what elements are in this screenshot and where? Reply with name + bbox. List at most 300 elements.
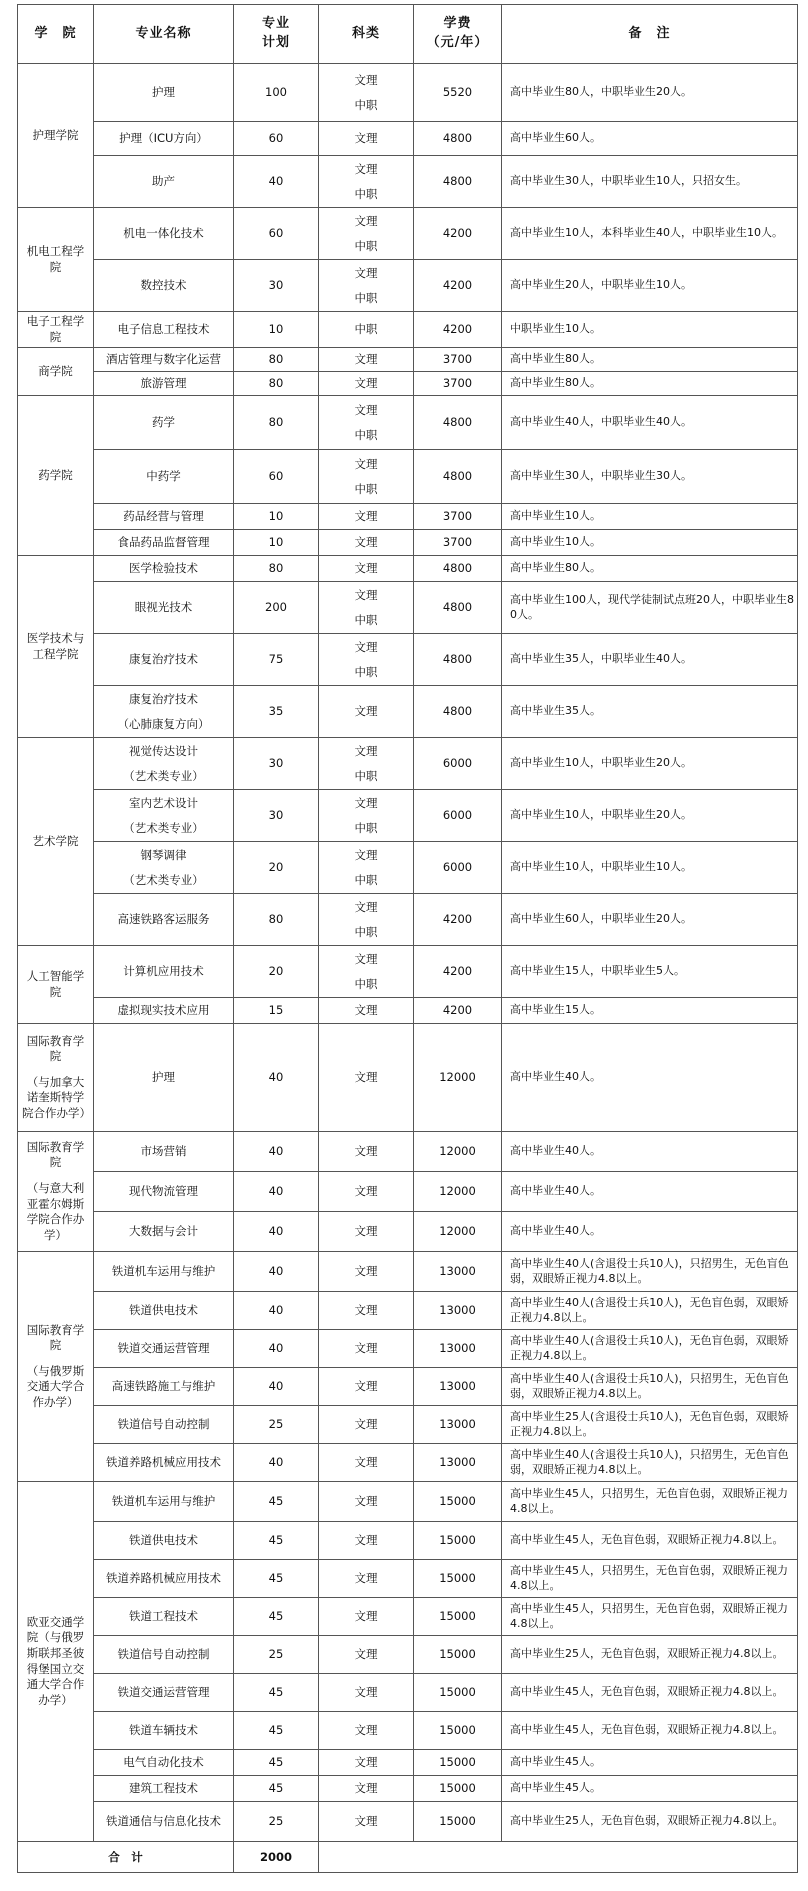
plan-count-cell: 40 [234, 156, 319, 208]
total-row [18, 1842, 798, 1873]
subject-text: 中职 [354, 97, 378, 112]
table-row [18, 1750, 798, 1776]
tuition-fee-cell: 4200 [414, 946, 502, 998]
subject-cell [319, 1252, 414, 1292]
major-name-text: （艺术类专业） [123, 768, 204, 783]
table-row [18, 790, 798, 842]
note-cell: 高中毕业生45人，只招男生，无色盲色弱，双眼矫正视力4.8以上。 [502, 1560, 798, 1598]
major-name-cell [94, 1252, 234, 1292]
subject-text: 文理 [354, 509, 378, 524]
major-name-text: 护理 [152, 1070, 175, 1085]
major-name-text: 医学检验技术 [129, 561, 198, 576]
subject-cell [319, 1292, 414, 1330]
note-cell: 高中毕业生60人，中职毕业生20人。 [502, 894, 798, 946]
table-row [18, 1212, 798, 1252]
subject-text: 文理 [354, 1003, 378, 1018]
plan-count-cell: 30 [234, 790, 319, 842]
subject-text: 文理 [354, 1533, 378, 1548]
plan-count-cell: 20 [234, 842, 319, 894]
major-name-cell [94, 1750, 234, 1776]
plan-count-cell: 10 [234, 530, 319, 556]
subject-cell [319, 1598, 414, 1636]
table-row [18, 372, 798, 396]
college-name-cell [18, 312, 94, 348]
major-name-text: 铁道通信与信息化技术 [106, 1814, 221, 1829]
header-row [18, 5, 798, 64]
note-cell: 高中毕业生35人。 [502, 686, 798, 738]
plan-count-cell: 40 [234, 1212, 319, 1252]
major-name-cell [94, 556, 234, 582]
major-name-text: 机电一体化技术 [123, 226, 204, 241]
major-name-text: 护理（ICU方向） [119, 131, 208, 146]
tuition-fee-cell: 15000 [414, 1560, 502, 1598]
note-cell: 高中毕业生15人。 [502, 998, 798, 1024]
subject-cell [319, 1750, 414, 1776]
college-name-text: （与加拿大诺奎斯特学院合作办学） [22, 1074, 91, 1120]
tuition-fee-cell: 4200 [414, 260, 502, 312]
note-cell: 高中毕业生45人。 [502, 1750, 798, 1776]
subject-cell [319, 686, 414, 738]
subject-text: 文理 [354, 456, 378, 471]
college-name-cell [18, 1252, 94, 1482]
plan-count-cell: 40 [234, 1368, 319, 1406]
college-name-cell [18, 64, 94, 208]
college-name-text: （与俄罗斯交通大学合作办学） [26, 1363, 85, 1409]
major-name-text: 高速铁路施工与维护 [111, 1379, 216, 1394]
major-name-cell [94, 1292, 234, 1330]
major-name-text: 电子信息工程技术 [117, 322, 210, 337]
subject-text: 中职 [354, 290, 378, 305]
subject-text: 文理 [354, 1571, 378, 1586]
header-plan-line: 计划 [261, 35, 290, 50]
subject-cell [319, 894, 414, 946]
major-name-text: 铁道供电技术 [129, 1533, 198, 1548]
subject-cell [319, 1560, 414, 1598]
note-cell: 高中毕业生40人，中职毕业生40人。 [502, 396, 798, 450]
note-cell: 高中毕业生80人。 [502, 348, 798, 372]
table-row [18, 556, 798, 582]
college-name-cell [18, 556, 94, 738]
subject-text: 中职 [354, 768, 378, 783]
subject-cell [319, 946, 414, 998]
subject-text: 中职 [354, 238, 378, 253]
college-name-text: 国际教育学院 [26, 1033, 85, 1064]
major-name-cell [94, 1482, 234, 1522]
note-cell: 高中毕业生60人。 [502, 122, 798, 156]
major-name-cell [94, 1444, 234, 1482]
subject-text: 文理 [354, 1455, 378, 1470]
tuition-fee-cell: 4800 [414, 122, 502, 156]
subject-cell [319, 634, 414, 686]
table-row [18, 530, 798, 556]
plan-count-cell: 75 [234, 634, 319, 686]
table-row [18, 1172, 798, 1212]
header-college: 学 院 [18, 5, 94, 64]
note-cell: 高中毕业生25人，无色盲色弱，双眼矫正视力4.8以上。 [502, 1802, 798, 1842]
subject-text: 文理 [354, 1341, 378, 1356]
note-cell: 高中毕业生40人(含退役士兵10人)，只招男生，无色盲色弱，双眼矫正视力4.8以上。 [502, 1368, 798, 1406]
major-name-cell [94, 450, 234, 504]
subject-cell [319, 1522, 414, 1560]
major-name-cell [94, 156, 234, 208]
subject-text: 文理 [354, 376, 378, 391]
table-row [18, 1024, 798, 1132]
tuition-fee-cell: 6000 [414, 842, 502, 894]
major-name-text: 高速铁路客运服务 [117, 912, 210, 927]
subject-text: 文理 [354, 1224, 378, 1239]
college-name-cell [18, 1132, 94, 1252]
college-name-text: 欧亚交通学院（与俄罗斯联邦圣彼得堡国立交通大学合作办学） [26, 1614, 85, 1707]
table-row [18, 1330, 798, 1368]
major-name-text: 旅游管理 [140, 376, 187, 391]
plan-count-cell: 45 [234, 1750, 319, 1776]
subject-cell [319, 1482, 414, 1522]
college-name-text: 医学技术与工程学院 [26, 630, 85, 661]
note-cell: 高中毕业生10人，中职毕业生20人。 [502, 738, 798, 790]
major-name-text: （艺术类专业） [123, 872, 204, 887]
plan-count-cell: 10 [234, 312, 319, 348]
major-name-text: 钢琴调律 [140, 847, 187, 862]
college-name-text: 机电工程学院 [26, 243, 85, 274]
subject-text: 中职 [354, 664, 378, 679]
subject-text: 文理 [354, 1379, 378, 1394]
college-name-text: 国际教育学院 [26, 1322, 85, 1353]
tuition-fee-cell: 4800 [414, 686, 502, 738]
tuition-fee-cell: 15000 [414, 1636, 502, 1674]
subject-cell [319, 1674, 414, 1712]
college-name-cell [18, 208, 94, 312]
major-name-text: 铁道机车运用与维护 [111, 1494, 216, 1509]
subject-cell [319, 64, 414, 122]
subject-text: 文理 [354, 1303, 378, 1318]
major-name-cell [94, 1560, 234, 1598]
tuition-fee-cell: 12000 [414, 1172, 502, 1212]
tuition-fee-cell: 15000 [414, 1802, 502, 1842]
subject-cell [319, 1444, 414, 1482]
major-name-text: 铁道信号自动控制 [117, 1417, 210, 1432]
major-name-text: 护理 [152, 85, 175, 100]
tuition-fee-cell: 4200 [414, 312, 502, 348]
major-name-cell [94, 64, 234, 122]
subject-text: 文理 [354, 352, 378, 367]
note-cell: 高中毕业生10人，中职毕业生10人。 [502, 842, 798, 894]
enrollment-plan-table [17, 4, 798, 1873]
major-name-text: 康复治疗技术 [129, 691, 198, 706]
subject-text: 文理 [354, 847, 378, 862]
plan-count-cell: 40 [234, 1024, 319, 1132]
tuition-fee-cell: 4200 [414, 208, 502, 260]
tuition-fee-cell: 13000 [414, 1330, 502, 1368]
major-name-cell [94, 894, 234, 946]
table-row [18, 1292, 798, 1330]
plan-count-cell: 45 [234, 1598, 319, 1636]
subject-text: 文理 [354, 743, 378, 758]
subject-text: 文理 [354, 951, 378, 966]
major-name-text: 药品经营与管理 [123, 509, 204, 524]
subject-text: 中职 [354, 820, 378, 835]
tuition-fee-cell: 4200 [414, 894, 502, 946]
table-row [18, 1712, 798, 1750]
tuition-fee-cell: 3700 [414, 530, 502, 556]
subject-cell [319, 312, 414, 348]
table-row [18, 1406, 798, 1444]
header-fee-line: 学费 [443, 16, 472, 32]
subject-cell [319, 504, 414, 530]
subject-cell [319, 1172, 414, 1212]
table-row [18, 504, 798, 530]
note-cell: 高中毕业生40人(含退役士兵10人)，只招男生，无色盲色弱，双眼矫正视力4.8以上。 [502, 1444, 798, 1482]
major-name-text: 现代物流管理 [129, 1184, 198, 1199]
note-cell: 高中毕业生30人，中职毕业生30人。 [502, 450, 798, 504]
major-name-text: 铁道养路机械应用技术 [106, 1455, 221, 1470]
subject-text: 中职 [354, 976, 378, 991]
major-name-text: 中药学 [146, 469, 181, 484]
table-row [18, 1776, 798, 1802]
subject-text: 文理 [354, 72, 378, 87]
tuition-fee-cell: 15000 [414, 1712, 502, 1750]
plan-count-cell: 80 [234, 396, 319, 450]
note-cell: 高中毕业生15人，中职毕业生5人。 [502, 946, 798, 998]
tuition-fee-cell: 15000 [414, 1674, 502, 1712]
subject-text: 中职 [354, 427, 378, 442]
tuition-fee-cell: 4800 [414, 634, 502, 686]
subject-text: 文理 [354, 402, 378, 417]
plan-count-cell: 25 [234, 1406, 319, 1444]
college-name-cell [18, 1024, 94, 1132]
note-cell: 高中毕业生45人，无色盲色弱，双眼矫正视力4.8以上。 [502, 1674, 798, 1712]
header-fee [414, 5, 502, 64]
header-note: 备 注 [502, 5, 798, 64]
subject-text: 文理 [354, 639, 378, 654]
subject-cell [319, 842, 414, 894]
major-name-text: 药学 [152, 415, 175, 430]
plan-count-cell: 60 [234, 450, 319, 504]
subject-cell [319, 1712, 414, 1750]
subject-text: 文理 [354, 265, 378, 280]
major-name-cell [94, 504, 234, 530]
college-name-cell [18, 396, 94, 556]
note-cell: 高中毕业生10人。 [502, 530, 798, 556]
college-name-text: 护理学院 [32, 127, 79, 142]
tuition-fee-cell: 15000 [414, 1482, 502, 1522]
plan-count-cell: 45 [234, 1560, 319, 1598]
note-cell: 高中毕业生40人。 [502, 1024, 798, 1132]
subject-cell [319, 1132, 414, 1172]
note-cell: 高中毕业生40人(含退役士兵10人)，无色盲色弱，双眼矫正视力4.8以上。 [502, 1330, 798, 1368]
table-row [18, 842, 798, 894]
tuition-fee-cell: 3700 [414, 372, 502, 396]
plan-count-cell: 45 [234, 1482, 319, 1522]
tuition-fee-cell: 6000 [414, 790, 502, 842]
major-name-cell [94, 1406, 234, 1444]
plan-count-cell: 200 [234, 582, 319, 634]
major-name-cell [94, 1636, 234, 1674]
major-name-text: 室内艺术设计 [129, 795, 198, 810]
tuition-fee-cell: 4800 [414, 156, 502, 208]
major-name-cell [94, 1330, 234, 1368]
note-cell: 高中毕业生100人，现代学徒制试点班20人，中职毕业生80人。 [502, 582, 798, 634]
note-cell: 高中毕业生40人。 [502, 1172, 798, 1212]
note-cell: 高中毕业生45人。 [502, 1776, 798, 1802]
college-name-text: 商学院 [38, 363, 73, 378]
note-cell: 高中毕业生80人，中职毕业生20人。 [502, 64, 798, 122]
major-name-cell [94, 946, 234, 998]
note-cell: 高中毕业生45人，无色盲色弱，双眼矫正视力4.8以上。 [502, 1522, 798, 1560]
tuition-fee-cell: 13000 [414, 1292, 502, 1330]
note-cell: 高中毕业生45人，只招男生，无色盲色弱，双眼矫正视力4.8以上。 [502, 1482, 798, 1522]
major-name-cell [94, 1712, 234, 1750]
tuition-fee-cell: 4200 [414, 998, 502, 1024]
major-name-cell [94, 1132, 234, 1172]
subject-text: 文理 [354, 1755, 378, 1770]
subject-text: 文理 [354, 1184, 378, 1199]
table-row [18, 156, 798, 208]
major-name-cell [94, 1172, 234, 1212]
major-name-cell [94, 1776, 234, 1802]
tuition-fee-cell: 6000 [414, 738, 502, 790]
college-name-cell [18, 1482, 94, 1842]
major-name-text: 大数据与会计 [129, 1224, 198, 1239]
table-row [18, 1482, 798, 1522]
note-cell: 高中毕业生35人，中职毕业生40人。 [502, 634, 798, 686]
tuition-fee-cell: 4800 [414, 556, 502, 582]
table-row [18, 1674, 798, 1712]
note-cell: 高中毕业生45人，无色盲色弱，双眼矫正视力4.8以上。 [502, 1712, 798, 1750]
subject-text: 文理 [354, 795, 378, 810]
plan-count-cell: 30 [234, 260, 319, 312]
table-row [18, 64, 798, 122]
note-cell: 高中毕业生40人。 [502, 1212, 798, 1252]
subject-text: 文理 [354, 1781, 378, 1796]
table-row [18, 1368, 798, 1406]
major-name-text: 电气自动化技术 [123, 1755, 204, 1770]
subject-cell [319, 1406, 414, 1444]
note-cell: 高中毕业生40人(含退役士兵10人)，无色盲色弱，双眼矫正视力4.8以上。 [502, 1292, 798, 1330]
major-name-text: 铁道养路机械应用技术 [106, 1571, 221, 1586]
major-name-cell [94, 260, 234, 312]
plan-count-cell: 45 [234, 1522, 319, 1560]
college-name-text: 国际教育学院 [26, 1139, 85, 1170]
tuition-fee-cell: 4800 [414, 450, 502, 504]
table-row [18, 208, 798, 260]
major-name-text: 铁道信号自动控制 [117, 1647, 210, 1662]
major-name-cell [94, 1802, 234, 1842]
plan-count-cell: 40 [234, 1292, 319, 1330]
major-name-text: 铁道机车运用与维护 [111, 1264, 216, 1279]
note-cell: 高中毕业生30人，中职毕业生10人，只招女生。 [502, 156, 798, 208]
tuition-fee-cell: 15000 [414, 1598, 502, 1636]
major-name-cell [94, 1368, 234, 1406]
note-cell: 高中毕业生10人，本科毕业生40人，中职毕业生10人。 [502, 208, 798, 260]
table-row [18, 122, 798, 156]
major-name-cell [94, 634, 234, 686]
major-name-text: 市场营销 [140, 1144, 187, 1159]
tuition-fee-cell: 5520 [414, 64, 502, 122]
plan-count-cell: 60 [234, 122, 319, 156]
table-row [18, 450, 798, 504]
subject-cell [319, 738, 414, 790]
major-name-cell [94, 122, 234, 156]
major-name-text: 视觉传达设计 [129, 743, 198, 758]
plan-count-cell: 45 [234, 1674, 319, 1712]
table-row [18, 1598, 798, 1636]
subject-cell [319, 1212, 414, 1252]
tuition-fee-cell: 12000 [414, 1212, 502, 1252]
subject-text: 文理 [354, 1417, 378, 1432]
plan-count-cell: 40 [234, 1330, 319, 1368]
subject-cell [319, 348, 414, 372]
table-row [18, 1522, 798, 1560]
major-name-cell [94, 1522, 234, 1560]
tuition-fee-cell: 13000 [414, 1368, 502, 1406]
plan-count-cell: 25 [234, 1802, 319, 1842]
plan-count-cell: 45 [234, 1712, 319, 1750]
total-label: 合 计 [18, 1842, 234, 1873]
plan-count-cell: 40 [234, 1444, 319, 1482]
subject-text: 中职 [354, 924, 378, 939]
major-name-text: 铁道工程技术 [129, 1609, 198, 1624]
plan-count-cell: 30 [234, 738, 319, 790]
subject-cell [319, 1330, 414, 1368]
tuition-fee-cell: 3700 [414, 504, 502, 530]
subject-cell [319, 582, 414, 634]
major-name-text: 虚拟现实技术应用 [117, 1003, 210, 1018]
subject-cell [319, 1636, 414, 1674]
table-row [18, 1636, 798, 1674]
table-row [18, 312, 798, 348]
tuition-fee-cell: 3700 [414, 348, 502, 372]
subject-text: 文理 [354, 1814, 378, 1829]
major-name-text: 康复治疗技术 [129, 652, 198, 667]
note-cell: 高中毕业生25人，无色盲色弱，双眼矫正视力4.8以上。 [502, 1636, 798, 1674]
major-name-text: （艺术类专业） [123, 820, 204, 835]
tuition-fee-cell: 15000 [414, 1522, 502, 1560]
header-subject: 科类 [319, 5, 414, 64]
subject-cell [319, 1802, 414, 1842]
plan-count-cell: 80 [234, 372, 319, 396]
table-row [18, 348, 798, 372]
major-name-text: 铁道交通运营管理 [117, 1685, 210, 1700]
subject-text: 文理 [354, 587, 378, 602]
subject-text: 文理 [354, 1647, 378, 1662]
major-name-text: 铁道车辆技术 [129, 1723, 198, 1738]
subject-text: 文理 [354, 213, 378, 228]
enrollment-plan-table-wrapper [17, 4, 797, 1873]
college-name-text: （与意大利亚霍尔姆斯学院合作办学） [26, 1180, 85, 1242]
total-empty [319, 1842, 798, 1873]
subject-cell [319, 260, 414, 312]
plan-count-cell: 100 [234, 64, 319, 122]
subject-text: 文理 [354, 535, 378, 550]
major-name-cell [94, 208, 234, 260]
college-name-cell [18, 738, 94, 946]
major-name-text: 铁道供电技术 [129, 1303, 198, 1318]
table-row [18, 1444, 798, 1482]
plan-count-cell: 80 [234, 348, 319, 372]
header-fee-line: （元/年） [426, 35, 489, 50]
plan-count-cell: 40 [234, 1252, 319, 1292]
note-cell: 高中毕业生10人。 [502, 504, 798, 530]
header-plan-line: 专业 [261, 16, 290, 32]
table-row [18, 738, 798, 790]
major-name-cell [94, 312, 234, 348]
major-name-text: 眼视光技术 [134, 600, 193, 615]
note-cell: 高中毕业生45人，只招男生，无色盲色弱，双眼矫正视力4.8以上。 [502, 1598, 798, 1636]
table-row [18, 686, 798, 738]
subject-text: 文理 [354, 161, 378, 176]
tuition-fee-cell: 13000 [414, 1406, 502, 1444]
subject-text: 文理 [354, 1609, 378, 1624]
